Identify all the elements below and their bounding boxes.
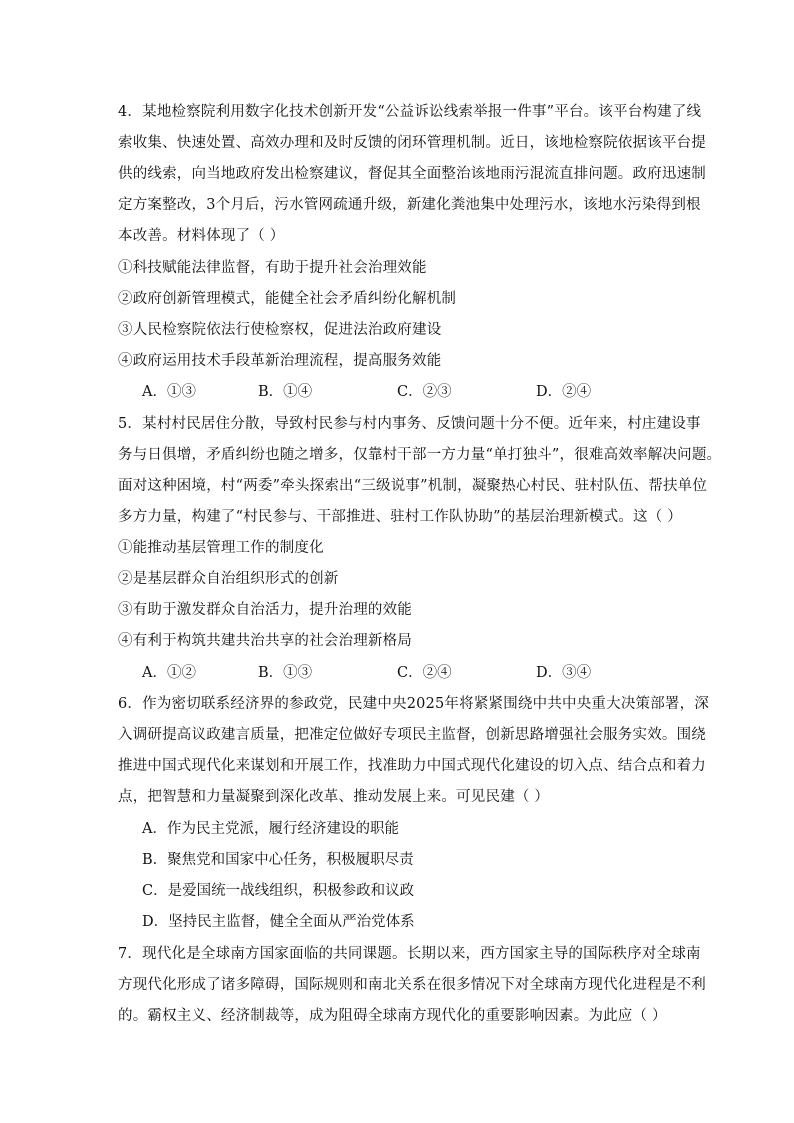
question-4-stem-line-3: 供的线索，向当地政府发出检察建议，督促其全面整治该地雨污混流直排问题。政府迅速制: [118, 166, 706, 182]
question-7-stem-line-2: 方现代化形成了诸多障碍，国际规则和南北关系在很多情况下对全球南方现代化进程是不利: [118, 977, 706, 993]
question-6-stem-line-4: 点，把智慧和力量凝聚到深化改革、推动发展上来。可见民建（ ）: [118, 789, 550, 805]
question-4-statement-1: ①科技赋能法律监督，有助于提升社会治理效能: [118, 260, 427, 276]
question-6-choice-a[interactable]: A．作为民主党派，履行经济建设的职能: [142, 821, 399, 837]
question-4-option-d[interactable]: D．②④: [536, 384, 592, 400]
question-4-stem-line-4: 定方案整改，3个月后，污水管网疏通升级，新建化粪池集中处理污水，该地水污染得到根: [118, 197, 701, 213]
question-5-stem-line-1: 5．某村村民居住分散，导致村民参与村内事务、反馈问题十分不便。近年来，村庄建设事: [118, 416, 701, 432]
question-4-statement-4: ④政府运用技术手段革新治理流程，提高服务效能: [118, 353, 442, 369]
question-4-option-b[interactable]: B．①④: [258, 384, 313, 400]
question-7-stem-line-1: 7．现代化是全球南方国家面临的共同课题。长期以来，西方国家主导的国际秩序对全球南: [118, 946, 701, 962]
question-4-stem-line-5: 本改善。材料体现了（ ）: [118, 228, 285, 244]
question-4-option-a[interactable]: A．①③: [142, 384, 196, 400]
question-5-stem-line-2: 务与日俱增，矛盾纠纷也随之增多，仅靠村干部一方力量“单打独斗”，很难高效率解决问题。: [118, 447, 722, 463]
question-4-stem-line-2: 索收集、快速处置、高效办理和及时反馈的闭环管理机制。近日，该地检察院依据该平台提: [118, 135, 706, 151]
question-5-stem-line-3: 面对这种困境，村“两委”牵头探索出“三级说事”机制，凝聚热心村民、驻村队伍、帮扶单位: [118, 478, 708, 494]
question-5-stem-line-4: 多方力量，构建了“村民参与、干部推进、驻村工作队协助”的基层治理新模式。这（ ）: [118, 509, 682, 525]
question-4-statement-3: ③人民检察院依法行使检察权，促进法治政府建设: [118, 322, 442, 338]
question-4-option-c[interactable]: C．②③: [397, 384, 452, 400]
question-6-choice-d[interactable]: D．坚持民主监督，健全全面从严治党体系: [142, 914, 415, 930]
question-5-statement-3: ③有助于激发群众自治活力，提升治理的效能: [118, 602, 412, 618]
question-4-stem-line-1: 4．某地检察院利用数字化技术创新开发“公益诉讼线索举报一件事”平台。该平台构建了线: [118, 104, 702, 120]
question-5-option-b[interactable]: B．①③: [258, 665, 313, 681]
question-7-stem-line-3: 的。霸权主义、经济制裁等，成为阻碍全球南方现代化的重要影响因素。为此应（ ）: [118, 1008, 667, 1024]
question-5-statement-1: ①能推动基层管理工作的制度化: [118, 540, 324, 556]
question-6-stem-line-1: 6．作为密切联系经济界的参政党，民建中央2025年将紧紧围绕中共中央重大决策部署，深: [118, 696, 710, 712]
question-5-statement-4: ④有利于构筑共建共治共享的社会治理新格局: [118, 633, 412, 649]
question-4-statement-2: ②政府创新管理模式，能健全社会矛盾纠纷化解机制: [118, 291, 457, 307]
question-6-choice-b[interactable]: B．聚焦党和国家中心任务，积极履职尽责: [142, 852, 414, 868]
question-6-stem-line-3: 推进中国式现代化来谋划和开展工作，找准助力中国式现代化建设的切入点、结合点和着力: [118, 758, 706, 774]
question-5-statement-2: ②是基层群众自治组织形式的创新: [118, 571, 339, 587]
question-6-choice-c[interactable]: C．是爱国统一战线组织，积极参政和议政: [142, 883, 415, 899]
question-5-option-a[interactable]: A．①②: [142, 665, 196, 681]
question-6-stem-line-2: 入调研提高议政建言质量，把准定位做好专项民主监督，创新思路增强社会服务实效。围绕: [118, 727, 706, 743]
question-5-option-d[interactable]: D．③④: [536, 665, 592, 681]
question-5-option-c[interactable]: C．②④: [397, 665, 452, 681]
